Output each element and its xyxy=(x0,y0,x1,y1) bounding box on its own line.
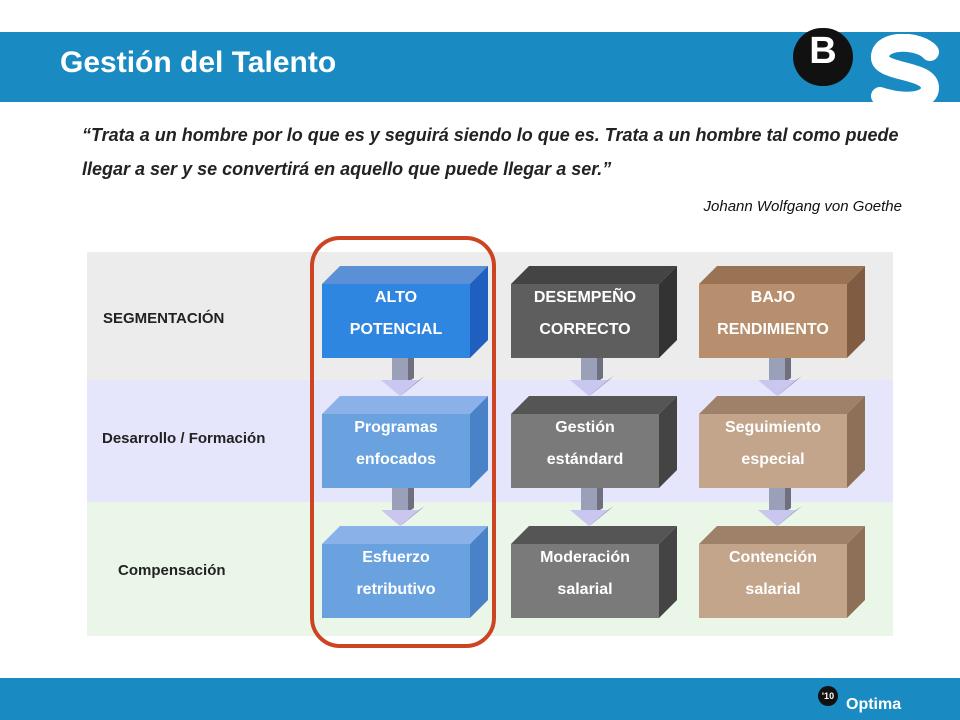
arrow-col2-seg-to-dev xyxy=(566,358,616,398)
quote-text: “Trata a un hombre por lo que es y seguirá siendo lo que es. Trata a un hombre tal como puede llegar a ser y se convertirá en aquello que puede llegar a ser.” xyxy=(82,125,899,179)
box-1-development-label: Programas enfocados xyxy=(354,419,438,468)
box-2-segment-label: DESEMPEÑO CORRECTO xyxy=(533,289,637,338)
logo-letter: B xyxy=(809,30,837,72)
arrow-col3-seg-to-dev xyxy=(754,358,804,398)
row-label-compensation: Compensación xyxy=(118,562,226,579)
row-label-development: Desarrollo / Formación xyxy=(102,430,266,447)
box-1-segment-label: ALTO POTENCIAL xyxy=(349,289,443,338)
box-3-development xyxy=(699,396,865,488)
box-2-segment xyxy=(511,266,677,358)
box-2-compensation-label: Moderación salarial xyxy=(540,549,630,598)
footer-badge: '10 xyxy=(818,686,838,706)
box-3-compensation-label: Contención salarial xyxy=(729,549,817,598)
page-title: Gestión del Talento xyxy=(60,46,337,79)
arrow-col2-dev-to-comp xyxy=(566,488,616,528)
footer-bar xyxy=(0,678,960,720)
quote-author: Johann Wolfgang von Goethe xyxy=(703,198,902,215)
box-2-development xyxy=(511,396,677,488)
box-1-compensation-label: Esfuerzo retributivo xyxy=(356,549,436,598)
box-3-segment-label: BAJO RENDIMIENTO xyxy=(717,289,829,338)
footer-brand: Optima xyxy=(846,696,902,713)
box-2-development-label: Gestión estándard xyxy=(546,419,624,468)
row-label-segmentation: SEGMENTACIÓN xyxy=(103,310,225,327)
box-2-compensation xyxy=(511,526,677,618)
highlight-outline xyxy=(310,236,496,648)
box-3-development-label: Seguimiento especial xyxy=(724,419,821,468)
box-3-compensation xyxy=(699,526,865,618)
box-3-segment xyxy=(699,266,865,358)
arrow-col3-dev-to-comp xyxy=(754,488,804,528)
